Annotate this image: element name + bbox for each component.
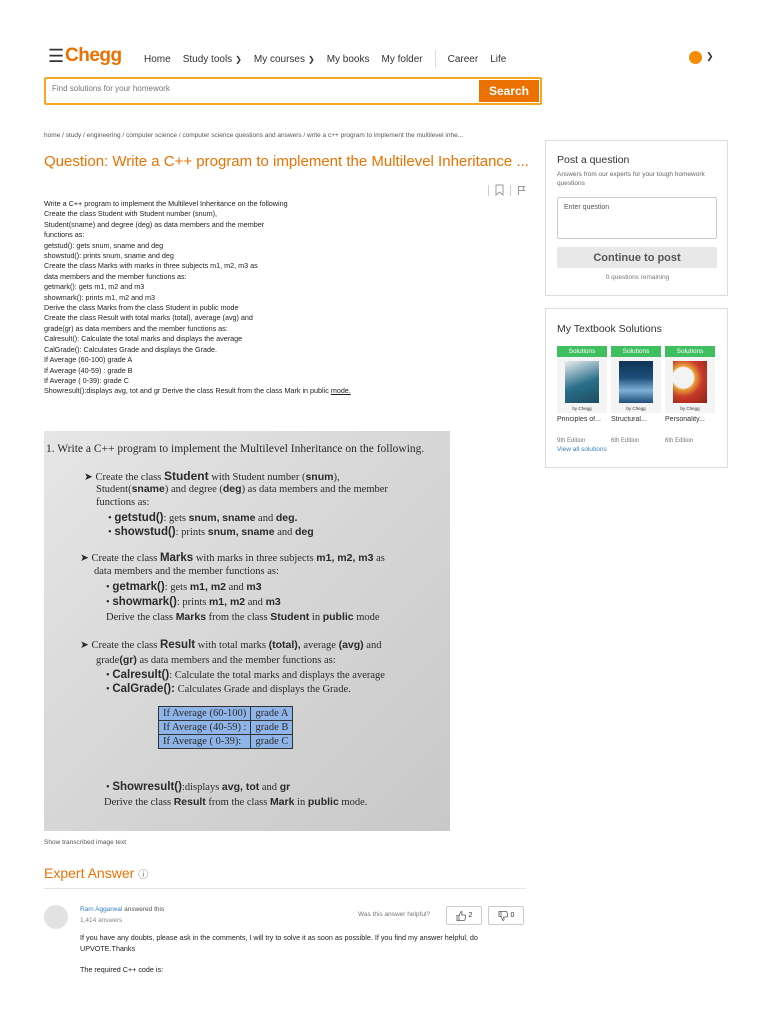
show-transcribed-link[interactable]: Show transcribed image text <box>44 839 127 846</box>
photo-text: Create the class <box>91 553 158 564</box>
photo-text: : Calculate the total marks and displays the average <box>169 670 385 681</box>
photo-text: deg. <box>275 512 298 524</box>
photo-line <box>96 483 388 495</box>
table-row <box>159 721 293 735</box>
post-question-subtitle: Answers from our experts for your tough homework questions <box>557 171 705 187</box>
photo-line: • Calresult(): Calculate the total marks and displays the average <box>106 669 385 681</box>
photo-text: : prints <box>176 597 207 608</box>
table-cell: grade C <box>251 735 293 749</box>
photo-text: (avg) <box>338 639 364 651</box>
photo-text: as data members and the member functions as: <box>139 655 336 666</box>
photo-text: : gets <box>164 582 188 593</box>
book-cover-image <box>673 361 707 403</box>
question-line: showmark(): prints m1, m2 and m3 <box>44 292 156 302</box>
solutions-badge: Solutions <box>557 346 607 357</box>
photo-text: with Student number ( <box>211 472 306 483</box>
question-image <box>44 431 450 831</box>
photo-text: Mark <box>269 796 295 808</box>
book-edition: 6th Edition <box>665 438 694 444</box>
photo-text: grade <box>96 655 120 666</box>
table-cell: grade A <box>251 707 293 721</box>
book-cover-image <box>619 361 653 403</box>
question-line-text: Showresult():displays avg, tot and gr Derive the class Result from the class Mark in public <box>44 386 331 396</box>
photo-text: Create the class <box>95 472 162 483</box>
photo-text: average <box>303 640 336 651</box>
photo-text: : gets <box>163 513 186 524</box>
photo-text: (total), <box>268 639 301 651</box>
question-line: Create the class Student with Student number (snum), <box>44 209 217 219</box>
nav-my-folder-label: My folder <box>381 53 423 65</box>
photo-text: and <box>277 527 293 538</box>
photo-text: public <box>322 611 354 623</box>
table-cell: If Average (60-100) <box>159 707 251 721</box>
question-line <box>44 386 484 396</box>
photo-text: m1, m2 <box>208 596 246 608</box>
book-by: by Chegg <box>572 406 592 411</box>
photo-text: showmark() <box>112 596 177 608</box>
bookmark-icon[interactable] <box>495 184 504 196</box>
photo-text: from the class <box>208 612 268 623</box>
upvote-button[interactable] <box>446 906 482 925</box>
photo-text: as <box>376 553 385 564</box>
photo-text: deg <box>222 483 242 495</box>
answered-label: answered this <box>122 906 165 913</box>
photo-text: mode <box>356 612 380 623</box>
question-line: showstud(): prints snum, sname and deg <box>44 251 174 261</box>
photo-text: getstud() <box>114 512 164 524</box>
question-line: Derive the class Marks from the class Student in public mode <box>44 303 239 313</box>
question-body <box>44 199 484 397</box>
photo-text: Showresult() <box>112 781 182 793</box>
question-line: Student(sname) and degree (deg) as data members and the member <box>44 219 265 229</box>
photo-text: m1, m2, m3 <box>316 552 374 564</box>
photo-text: avg, tot <box>221 781 260 793</box>
photo-text: sname <box>131 483 165 495</box>
question-line: If Average (40-59) : grade B <box>44 365 133 375</box>
upvote-count: 2 <box>468 912 473 919</box>
expert-answer-title <box>44 865 148 881</box>
nav-my-books[interactable] <box>327 54 370 65</box>
photo-line <box>104 796 367 808</box>
post-question-title: Post a question <box>557 154 630 166</box>
chevron-down-icon: ❯ <box>308 54 315 64</box>
question-line: If Average (60-100) grade A <box>44 355 133 365</box>
expert-answer-heading: Expert Answer <box>44 865 135 881</box>
photo-text: Student <box>270 611 310 623</box>
divider <box>488 185 489 196</box>
table-cell: grade B <box>251 721 293 735</box>
answer-author <box>80 906 164 913</box>
photo-text: Result <box>173 796 206 808</box>
chevron-down-icon[interactable]: ❯ <box>706 51 714 61</box>
question-line: CalGrade(): Calculates Grade and displays the Grade. <box>44 344 217 354</box>
nav-life-label: Life <box>490 53 507 65</box>
question-title: Question: Write a C++ program to implement the Multilevel Inheritance ... <box>44 153 529 170</box>
photo-text: m1, m2 <box>189 581 226 593</box>
nav-study-tools[interactable] <box>183 54 242 65</box>
book-by: by Chegg <box>680 406 700 411</box>
chegg-logo[interactable]: Chegg <box>65 45 122 66</box>
photo-text: getmark() <box>112 581 165 593</box>
textbook-item[interactable] <box>665 346 715 444</box>
continue-to-post-button[interactable]: Continue to post <box>557 247 717 268</box>
photo-text: and <box>247 597 263 608</box>
question-line: Create the class Marks with marks in three subjects m1, m2, m3 as <box>44 261 258 271</box>
photo-text: ) and degree ( <box>164 484 223 495</box>
textbook-solutions-title: My Textbook Solutions <box>557 323 662 335</box>
search-bar <box>44 77 542 105</box>
photo-text: Student( <box>96 484 132 495</box>
nav-my-books-label: My books <box>326 53 370 65</box>
book-title: Personality... <box>665 416 705 423</box>
photo-text: m3 <box>265 596 281 608</box>
photo-text: and <box>228 582 244 593</box>
question-line: grade(gr) as data members and the member functions as: <box>44 323 228 333</box>
photo-line <box>96 654 336 666</box>
photo-line: • showmark(): prints m1, m2 and m3 <box>106 596 281 608</box>
photo-text: Marks <box>175 611 207 623</box>
nav-divider <box>435 50 436 68</box>
author-link[interactable]: Ram Aggarwal <box>80 906 123 913</box>
photo-line: functions as: <box>96 497 150 508</box>
main-nav <box>144 50 518 68</box>
photo-text: and <box>258 513 274 524</box>
mode-link[interactable]: mode. <box>330 386 351 396</box>
nav-life[interactable] <box>490 54 506 65</box>
book-cover <box>611 357 661 413</box>
downvote-button[interactable] <box>488 906 524 925</box>
nav-home-label: Home <box>144 53 171 65</box>
question-line: Write a C++ program to implement the Multilevel Inheritance on the following <box>44 199 288 208</box>
thumbs-up-icon <box>456 911 466 921</box>
photo-text: public <box>307 796 339 808</box>
photo-text: from the class <box>208 797 268 808</box>
book-cover-image <box>565 361 599 403</box>
info-icon[interactable]: ⓘ <box>138 870 149 881</box>
photo-line: • getstud(): gets snum, sname and deg. <box>108 512 298 524</box>
downvote-count: 0 <box>510 912 515 919</box>
photo-line: • getmark(): gets m1, m2 and m3 <box>106 581 262 593</box>
book-title: Structural... <box>611 416 647 423</box>
book-cover <box>557 357 607 413</box>
view-all-solutions-link[interactable]: View all solutions <box>557 446 607 453</box>
photo-text: snum, <box>188 512 220 524</box>
question-line: data members and the member functions as: <box>44 271 187 281</box>
question-line: Calresult(): Calculate the total marks and displays the average <box>44 334 243 344</box>
question-line: functions as: <box>44 230 85 240</box>
photo-text: :displays <box>181 782 220 793</box>
book-edition: 6th Edition <box>611 438 640 444</box>
question-actions <box>488 184 526 196</box>
photo-text: Calresult() <box>112 669 170 681</box>
user-avatar[interactable] <box>689 51 702 64</box>
flag-icon[interactable] <box>517 185 526 196</box>
question-line: Create the class Result with total marks (total), average (avg) and <box>44 313 253 323</box>
photo-line: ➤ Create the class Result with total marks (total), average (avg) and <box>80 639 382 651</box>
search-button[interactable]: Search <box>479 80 539 102</box>
book-edition: 9th Edition <box>557 438 586 444</box>
photo-text: ), <box>333 472 340 483</box>
helpful-question: Was this answer helpful? <box>358 911 431 918</box>
question-line: getstud(): gets snum, sname and deg <box>44 240 164 250</box>
photo-line <box>106 611 380 623</box>
photo-text: in <box>297 797 306 808</box>
photo-heading: 1. Write a C++ program to implement the Multilevel Inheritance on the following. <box>46 443 425 455</box>
photo-text: ) as data members and the member <box>241 484 388 495</box>
nav-my-courses[interactable] <box>254 54 315 65</box>
photo-text: mode. <box>341 797 368 808</box>
grade-table <box>158 706 293 749</box>
answer-body: If you have any doubts, please ask in the comments, I will try to solve it as soon as possible. If you find my answer helpful, do UPVOTE.Thanks <box>80 933 478 953</box>
photo-text: sname <box>222 512 256 524</box>
textbook-item[interactable] <box>557 346 607 444</box>
photo-text: Create the class <box>91 640 158 651</box>
solutions-badge: Solutions <box>665 346 715 357</box>
photo-text: snum, <box>207 526 239 538</box>
question-line: getmark(): gets m1, m2 and m3 <box>44 282 145 292</box>
photo-line: • CalGrade(): Calculates Grade and displays the Grade. <box>106 683 351 695</box>
thumbs-down-icon <box>498 911 508 921</box>
question-line: If Average ( 0-39): grade C <box>44 375 129 385</box>
photo-line: ➤ Create the class Student with Student number (snum), <box>84 469 340 483</box>
table-cell: If Average ( 0-39): <box>159 735 251 749</box>
search-input[interactable] <box>52 84 472 93</box>
solutions-badge: Solutions <box>611 346 661 357</box>
textbook-solutions-card <box>545 308 728 468</box>
book-title: Principles of... <box>557 416 601 423</box>
photo-text: Result <box>159 639 196 651</box>
photo-text: with marks in three subjects <box>195 553 314 564</box>
photo-line: data members and the member functions as: <box>94 566 279 577</box>
photo-text: m3 <box>246 581 262 593</box>
answer-code-intro: The required C++ code is: <box>80 965 164 974</box>
answer-count: 1,414 answers <box>80 917 123 924</box>
question-input[interactable]: Enter question <box>557 197 717 239</box>
table-row <box>159 707 293 721</box>
photo-text: and <box>261 782 278 793</box>
divider <box>44 888 526 889</box>
questions-remaining: 0 questions remaining <box>605 274 670 281</box>
photo-text: Marks <box>159 552 194 564</box>
textbook-item[interactable] <box>611 346 661 444</box>
divider <box>510 185 511 196</box>
table-row <box>159 735 293 749</box>
photo-text: : prints <box>175 527 206 538</box>
nav-my-courses-label: My courses <box>253 53 305 65</box>
photo-text: Calculates Grade and displays the Grade. <box>177 684 351 695</box>
photo-text: (gr) <box>119 654 137 666</box>
photo-line: ➤ Create the class Marks with marks in three subjects m1, m2, m3 as <box>80 552 385 564</box>
photo-text: CalGrade(): <box>112 683 175 695</box>
nav-study-tools-label: Study tools <box>182 53 233 65</box>
nav-career[interactable] <box>448 54 479 65</box>
photo-text: deg <box>294 526 314 538</box>
photo-text: with total marks <box>197 640 266 651</box>
photo-text: gr <box>279 781 291 793</box>
photo-text: sname <box>241 526 275 538</box>
photo-text: in <box>311 612 321 623</box>
avatar <box>44 905 68 929</box>
post-question-card <box>545 140 728 296</box>
nav-my-folder[interactable] <box>382 54 423 65</box>
nav-home[interactable] <box>144 54 171 65</box>
photo-text: Derive the class <box>104 797 172 808</box>
photo-text: snum <box>305 471 334 483</box>
menu-icon[interactable]: ☰ <box>48 46 65 66</box>
photo-text: Student <box>163 469 209 483</box>
photo-line: • showstud(): prints snum, sname and deg <box>108 526 314 538</box>
book-by: by Chegg <box>626 406 646 411</box>
breadcrumb[interactable]: home / study / engineering / computer science / computer science questions and answers / write a c++ program to implement the multilevel inhe... <box>44 132 464 139</box>
photo-text: Derive the class <box>106 612 174 623</box>
chevron-down-icon: ❯ <box>235 54 242 64</box>
photo-text: showstud() <box>114 526 176 538</box>
photo-line: • Showresult():displays avg, tot and gr <box>106 781 291 793</box>
table-cell: If Average (40-59) : <box>159 721 251 735</box>
nav-career-label: Career <box>447 53 479 65</box>
book-cover <box>665 357 715 413</box>
photo-text: and <box>366 640 382 651</box>
